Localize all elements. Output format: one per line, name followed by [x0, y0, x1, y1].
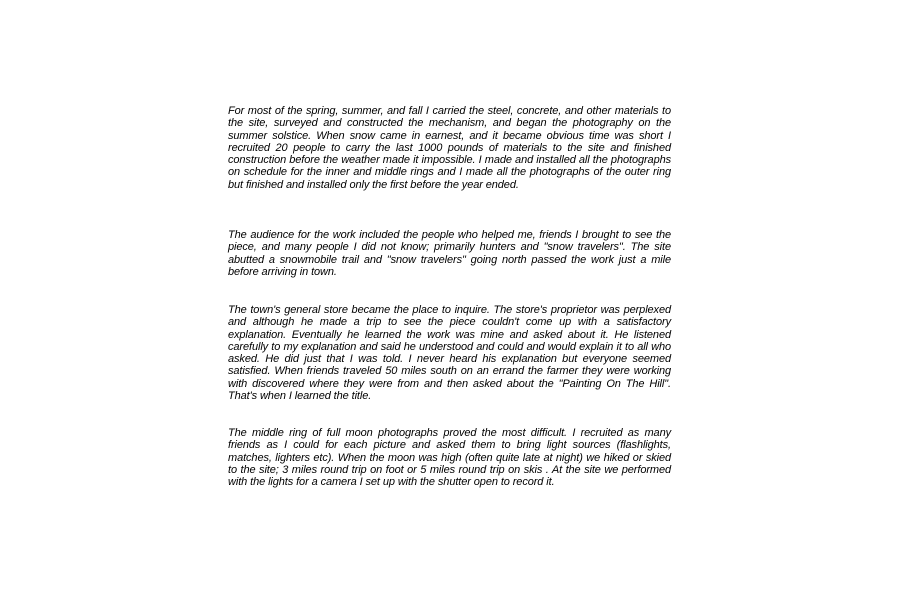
- paragraph-2: The audience for the work included the people who helped me, friends I brought to see the piece, and many people I did not know; primarily hunters and "snow travelers". The site abutted a snowmobile trail and "snow travelers" going north passed the work just a mile before arriving in town.: [228, 229, 671, 278]
- paragraph-1: For most of the spring, summer, and fall I carried the steel, concrete, and other materials to the site, surveyed and constructed the mechanism, and began the photography on the summer solstice. When snow came in earnest, and it became obvious time was short I recruited 20 people to carry the last 1000 pounds of materials to the site and finished construction before the weather made it impossible. I made and installed all the photographs on schedule for the inner and middle rings and I made all the photographs of the outer ring but finished and installed only the first before the year ended.: [228, 105, 671, 191]
- paragraph-4: The middle ring of full moon photographs proved the most difficult. I recruited as many friends as I could for each picture and asked them to bring light sources (flashlights, matches, lighters etc). When the moon was high (often quite late at night) we hiked or skied to the site; 3 miles round trip on foot or 5 miles round trip on skis . At the site we performed with the lights for a camera I set up with the shutter open to record it.: [228, 427, 671, 489]
- paragraph-3: The town's general store became the place to inquire. The store's proprietor was perplexed and although he made a trip to see the piece couldn't come up with a satisfactory explanation. Eventually he learned the work was mine and asked about it. He listened carefully to my explanation and said he understood and could and would explain it to all who asked. He did just that I was told. I never heard his explanation but everyone seemed satisfied. When friends traveled 50 miles south on an errand the farmer they were working with discovered where they were from and then asked about the "Painting On The Hill". That's when I learned the title.: [228, 304, 671, 403]
